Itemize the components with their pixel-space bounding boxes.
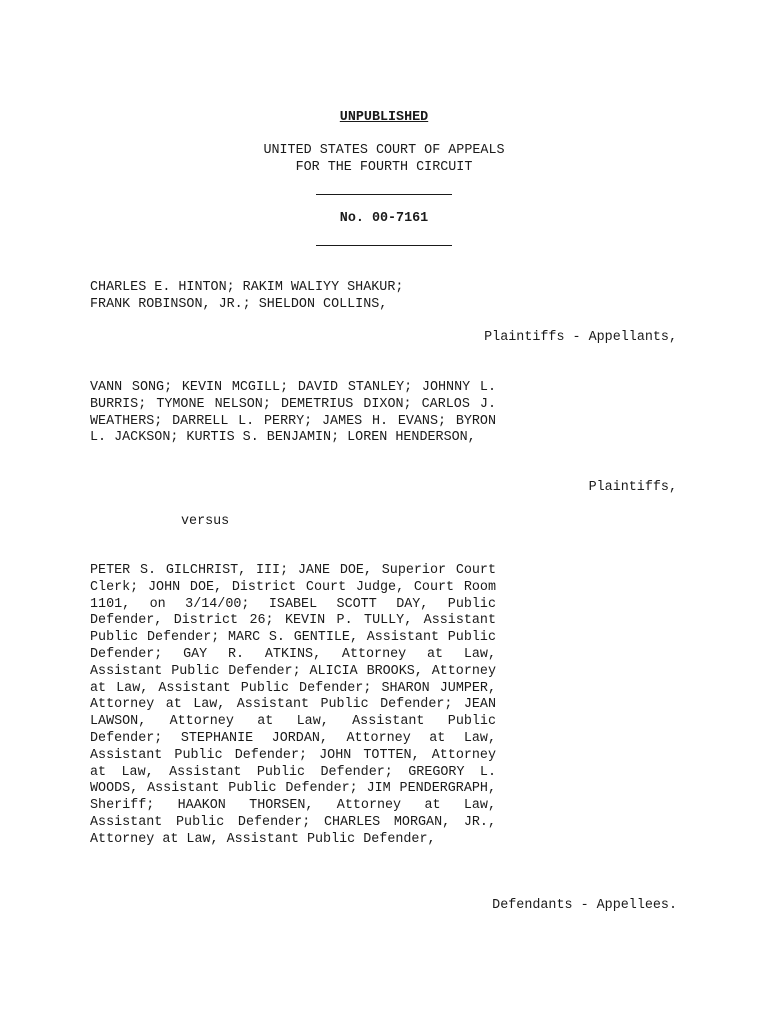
defendants-role: Defendants - Appellees. <box>492 898 677 913</box>
court-name-line-1: UNITED STATES COURT OF APPEALS <box>263 143 505 158</box>
appellants-role: Plaintiffs - Appellants, <box>484 330 677 345</box>
divider-top <box>316 194 452 195</box>
court-name-line-2: FOR THE FOURTH CIRCUIT <box>295 160 473 175</box>
plaintiffs-list: VANN SONG; KEVIN MCGILL; DAVID STANLEY; JOHNNY L. BURRIS; TYMONE NELSON; DEMETRIUS DIXON; CARLOS J. WEATHERS; DARRELL L. PERRY; JAMES H. EVANS; BYRON L. JACKSON; KURTIS S. BENJAMIN; LOREN HENDERSON, <box>90 380 496 446</box>
versus-label: versus <box>181 514 230 529</box>
publication-status: UNPUBLISHED <box>339 110 429 125</box>
plaintiffs-role: Plaintiffs, <box>588 480 677 495</box>
defendants-list: PETER S. GILCHRIST, III; JANE DOE, Superior Court Clerk; JOHN DOE, District Court Judge, Court Room 1101, on 3/14/00; ISABEL SCOTT DAY, Public Defender, District 26; KEVIN P. TULLY, Assistant Public Defender; MARC S. GENTILE, Assistant Public Defender; GAY R. ATKINS, Attorney at Law, Assistant Public Defender; ALICIA BROOKS, Attorney at Law, Assistant Public Defender; SHARON JUMPER, Attorney at Law, Assistant Public Defender; JEAN LAWSON, Attorney at Law, Assistant Public Defender; STEPHANIE JORDAN, Attorney at Law, Assistant Public Defender; JOHN TOTTEN, Attorney at Law, Assistant Public Defender; GREGORY L. WOODS, Assistant Public Defender; JIM PENDERGRAPH, Sheriff; HAAKON THORSEN, Attorney at Law, Assistant Public Defender; CHARLES MORGAN, JR., Attorney at Law, Assistant Public Defender, <box>90 563 496 847</box>
divider-bottom <box>316 245 452 246</box>
appellants-list: CHARLES E. HINTON; RAKIM WALIYY SHAKUR; FRANK ROBINSON, JR.; SHELDON COLLINS, <box>90 280 404 312</box>
case-number: No. 00-7161 <box>339 211 429 226</box>
